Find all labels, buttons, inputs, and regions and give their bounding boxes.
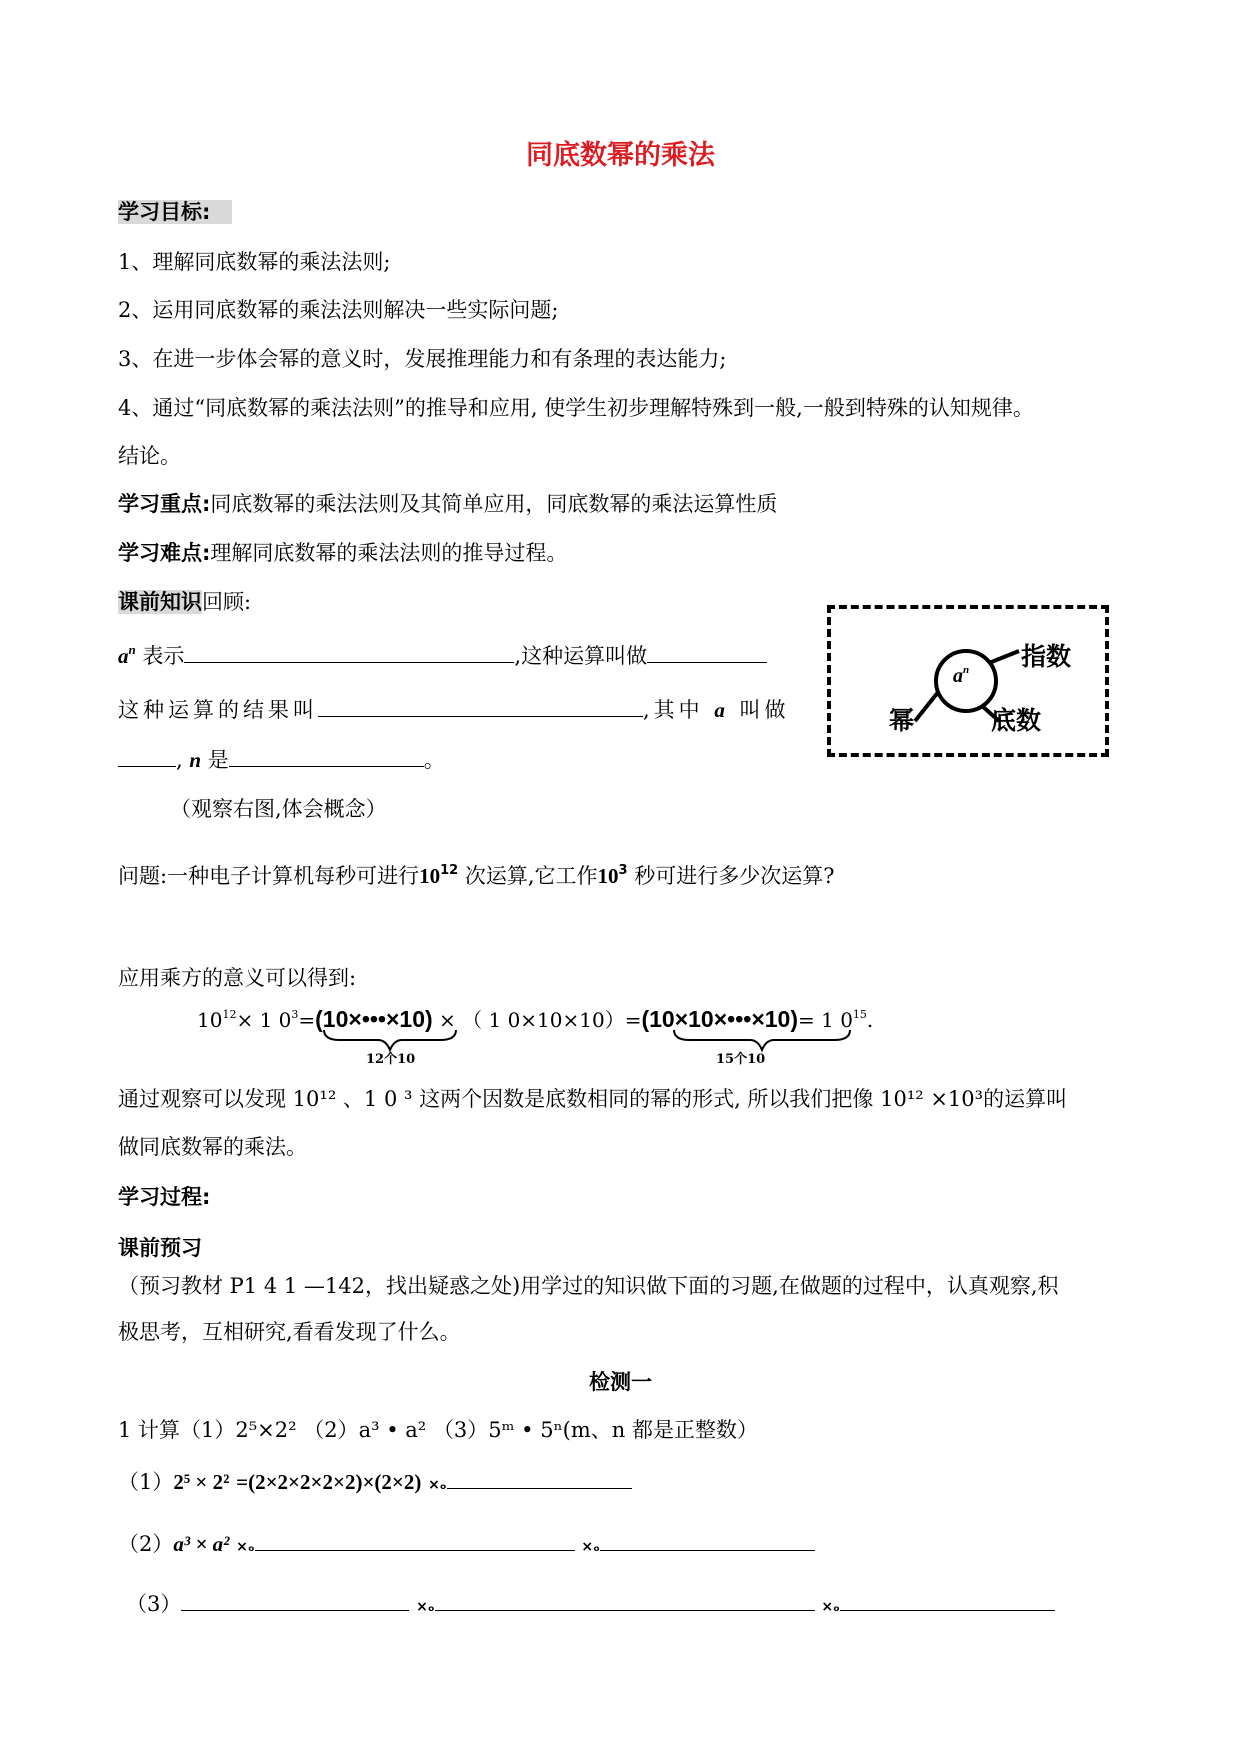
- goal-item-1: 1、理解同底数幂的乘法法则;: [118, 250, 391, 274]
- blank-operation[interactable]: [647, 644, 767, 663]
- goal-item-3: 3、在进一步体会幂的意义时，发展推理能力和有条理的表达能力;: [118, 347, 727, 371]
- blank-answer-3b[interactable]: [435, 1592, 815, 1611]
- expansion-equation: $10^{12}\times 1$ $0^3=(10\times•••\times 10)$ × （ 1 0×10×10）=(10×10×•••×10)= 1 $0^{15}$.: [197, 1006, 874, 1032]
- label-12-tens: 12个10: [366, 1052, 416, 1067]
- page-title: 同底数幂的乘法: [526, 140, 715, 171]
- test-heading: 检测一: [589, 1370, 652, 1394]
- exponent-pointer: [989, 651, 1019, 663]
- answer-1: （1）2⁵ × 2² =(2×2×2×2×2)×(2×2) ×ₒ: [118, 1466, 632, 1496]
- review-line-3: , n 是 。: [118, 744, 445, 774]
- observation-line-2: 做同底数幂的乘法。: [118, 1135, 307, 1159]
- key-point: 学习重点:同底数幂的乘法法则及其简单应用，同底数幂的乘法运算性质: [118, 492, 778, 516]
- answer-2: （2）a³ × a² ×ₒ ×ₒ: [118, 1528, 815, 1558]
- power-pointer: [915, 691, 939, 721]
- application-intro: 应用乘方的意义可以得到:: [118, 966, 357, 990]
- goals-heading: 学习目标:: [118, 196, 232, 226]
- goal-item-2: 2、运用同底数幂的乘法法则解决一些实际问题;: [118, 298, 559, 322]
- review-line-2: 这种运算的结果叫 ,其中 a 叫做: [118, 698, 790, 722]
- group-15-tens: (10×10×•••×10): [641, 1006, 798, 1032]
- blank-result[interactable]: [318, 698, 643, 717]
- concept-diagram: [827, 605, 1109, 757]
- blank-answer-2b[interactable]: [600, 1532, 815, 1551]
- label-base: 底数: [991, 706, 1042, 735]
- diagram-center-power: $a^n$: [953, 664, 970, 687]
- group-12-tens: (10×•••×10): [315, 1006, 433, 1032]
- underbrace-15: [674, 1030, 850, 1050]
- preview-line-1: （预习教材 P1 4 1 —142，找出疑惑之处)用学过的知识做下面的习题,在做题的过程中，认真观察,积: [118, 1274, 1059, 1298]
- difficulty: 学习难点:理解同底数幂的乘法法则的推导过程。: [118, 541, 568, 565]
- label-exponent: 指数: [1021, 642, 1072, 671]
- label-15-tens: 15个10: [716, 1052, 766, 1067]
- goal-item-5: 结论。: [118, 444, 181, 468]
- blank-answer-2a[interactable]: [255, 1532, 575, 1551]
- preview-heading: 课前预习: [118, 1236, 202, 1260]
- problem-statement: 问题:一种电子计算机每秒可进行$10^{12}$ 次运算,它工作$10^3$ 秒可进行多少次运算?: [118, 863, 835, 888]
- label-power: 幂: [889, 706, 915, 735]
- blank-meaning[interactable]: [184, 644, 514, 663]
- review-heading: 课前知识回顾:: [118, 590, 252, 614]
- blank-answer-3a[interactable]: [181, 1592, 409, 1611]
- blank-n-name[interactable]: [229, 748, 424, 767]
- answer-3: （3） ×ₒ ×ₒ: [126, 1588, 1055, 1618]
- blank-a-name[interactable]: [118, 748, 176, 767]
- blank-answer-1[interactable]: [447, 1470, 632, 1489]
- preview-line-2: 极思考，互相研究,看看发现了什么。: [118, 1320, 461, 1344]
- observe-note: （观察右图,体会概念）: [170, 797, 387, 821]
- test-question: 1 计算（1）2⁵×2² （2）a³ • a² （3）5ᵐ • 5ⁿ(m、n 都是正整数）: [118, 1418, 758, 1442]
- review-line-1: $a^n$ 表示 ,这种运算叫做: [118, 640, 767, 670]
- process-heading: 学习过程:: [118, 1185, 211, 1209]
- observation-line-1: 通过观察可以发现 10¹² 、1 0 ³ 这两个因数是底数相同的幂的形式, 所以我们把像 10¹² ×10³的运算叫: [118, 1087, 1068, 1111]
- underbrace-12: [324, 1030, 456, 1050]
- goal-item-4: 4、通过“同底数幂的乘法法则”的推导和应用, 使学生初步理解特殊到一般,一般到特殊的认知规律。: [118, 396, 1034, 420]
- blank-answer-3c[interactable]: [840, 1592, 1055, 1611]
